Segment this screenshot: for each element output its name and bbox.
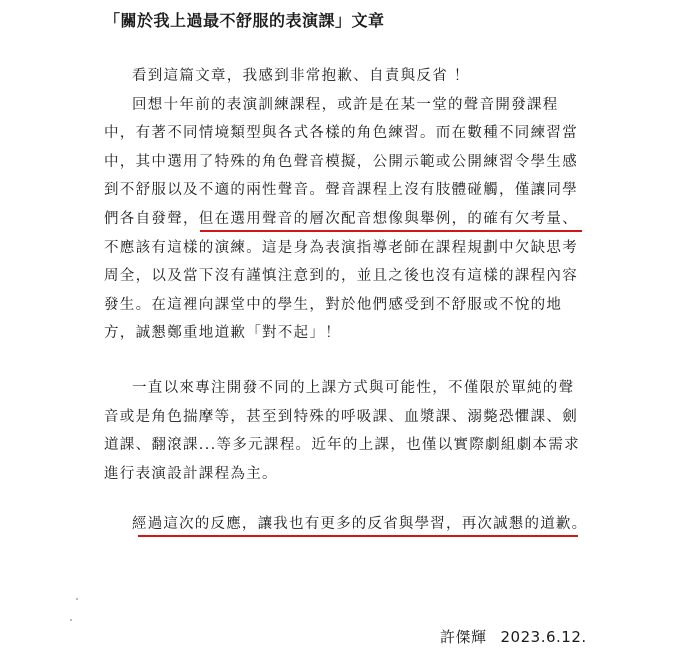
paragraph-line: 回想十年前的表演訓練課程，或許是在某一堂的聲音開發課程: [132, 96, 559, 113]
scan-speck: [70, 619, 72, 621]
paragraph-teaching: [104, 374, 604, 488]
paragraph-line: 方，誠懇鄭重地道歉「對不起」！: [104, 325, 341, 342]
scan-speck: [76, 598, 78, 600]
paragraph-line: 一直以來專注開發不同的上課方式與可能性，不僅限於單純的聲: [132, 380, 575, 396]
closing-underline: [138, 535, 578, 537]
paragraph-line: 中，其中選用了特殊的角色聲音模擬，公開示範或公開練習令學生感: [104, 153, 578, 170]
paragraph-line: 進行表演設計課程為主。: [104, 465, 278, 482]
paragraph-line: 周全，以及當下沒有謹慎注意到的，並且之後也沒有這樣的課程內容: [104, 268, 578, 285]
document-title: 「關於我上過最不舒服的表演課」文章: [104, 11, 385, 30]
paragraph-line: 們各自發聲，但在選用聲音的層次配音想像與舉例，的確有欠考量、: [104, 210, 578, 227]
paragraph-line: 不應該有這樣的演練。這是身為表演指導老師在課程規劃中欠缺思考: [104, 239, 578, 256]
signature-date: 2023.6.12.: [500, 628, 587, 646]
signature-name: 許傑輝: [440, 628, 487, 646]
highlight-underline: [200, 230, 582, 232]
paragraph-line: 到不舒服以及不適的兩性聲音。聲音課程上沒有肢體碰觸，僅讓同學: [104, 182, 578, 199]
paragraph-line: 看到這篇文章，我感到非常抱歉、自責與反省 ！: [132, 68, 470, 84]
signature: [440, 626, 587, 647]
paragraph-line: 中，有著不同情境類型與各式各樣的角色練習。而在數種不同練習當: [104, 125, 578, 142]
paragraph-line: 音或是角色揣摩等，甚至到特殊的呼吸課、血漿課、溺斃恐懼課、劍: [104, 408, 578, 425]
paragraph-line: 道課、翻滾課...等多元課程。近年的上課，也僅以實際劇組劇本需求: [104, 437, 580, 454]
paragraph-apology: [104, 62, 604, 348]
paragraph-line: 發生。在這裡向課堂中的學生，對於他們感受到不舒服或不悅的地: [104, 296, 563, 313]
closing-statement: 經過這次的反應，讓我也有更多的反省與學習，再次誠懇的道歉。: [132, 516, 588, 532]
